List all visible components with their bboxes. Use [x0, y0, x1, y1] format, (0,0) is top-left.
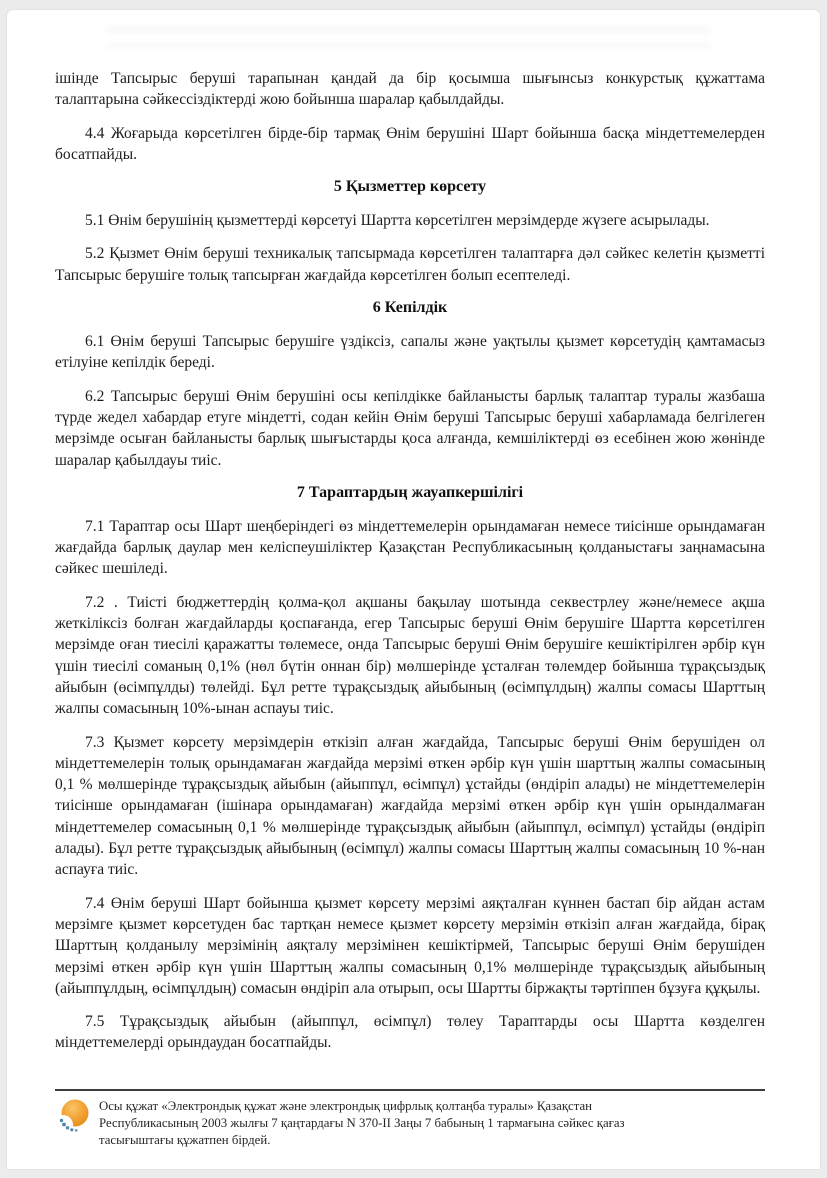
body-paragraph-7-3: 7.3 Қызмет көрсету мерзімдерін өткізіп алған жағдайда, Тапсырыс беруші Өнім берушіден ол міндеттемелерін толық орындамаған жағдайда мерзімі өткен әрбір күн үшін шарттың жалпы сомасының 0,1 % мөлшерінде тұрақсыздық айыбын (айыппұл, өсімпұл) ұстайды (өндіріп алады) не міндеттемелерін тиісінше орындамаған (ішінара орындамаған) жағдайда мерзімі өткен әрбір күн үшін орындалмаған міндеттемелер сомасының 0,1 % мөлшерінде тұрақсыздық айыбын (айыппұл, өсімпұл) ұстайды (өндіріп алады). Бұл ретте тұрақсыздық айыбының (өсімпұл) жалпы сомасы Шарттың жалпы сомасының 10 %-нан аспауға тиіс.: [55, 733, 765, 879]
section-heading-6: 6 Кепілдік: [372, 299, 448, 317]
section-heading-5: 5 Қызметтер көрсету: [333, 178, 487, 196]
contract-body: [55, 68, 765, 1054]
footer-row: [55, 1096, 765, 1149]
body-paragraph-6-2: 6.2 Тапсырыс беруші Өнім берушіні осы кепілдікке байланысты барлық талаптар туралы жазбаша түрде жедел хабардар етуге міндетті, содан кейін Өнім беруші Тапсырыс беруші хабарламада белгілеген мерзімде осыған байланысты барлық шығыстарды қоса алғанда, кемшіліктерді өз есебінен жою жөнінде шаралар қабылдауы тиіс.: [55, 387, 765, 469]
footer-divider: [55, 1089, 765, 1091]
body-paragraph-4-4: 4.4 Жоғарыда көрсетілген бірде-бір тармақ Өнім берушіні Шарт бойынша басқа міндеттемелерден босатпайды.: [55, 124, 765, 163]
body-paragraph-5-2: 5.2 Қызмет Өнім беруші техникалық тапсырмада көрсетілген талаптарға дәл сәйкес келетін қызметті Тапсырыс берушіге толық тапсырған жағдайда көрсетілген болып есептеледі.: [55, 245, 765, 284]
body-paragraph-5-1: 5.1 Өнім берушінің қызметтерді көрсетуі Шартта көрсетілген мерзімдерде жүзеге асырылады.: [85, 212, 710, 230]
body-paragraph-7-5: 7.5 Тұрақсыздық айыбын (айыппұл, өсімпұл) төлеу Тараптарды осы Шартта көзделген міндеттемелерді орындаудан босатпайды.: [55, 1013, 765, 1052]
body-paragraph-7-2: 7.2 . Тиісті бюджеттердің қолма-қол ақшаны бақылау шотында секвестрлеу және/немесе ақша жеткіліксіз болған жағдайларды қоспағанда, егер Тапсырыс беруші Өнім берушіге Шартта көрсетілген мерзімде оған тиесілі қаражатты төлемесе, онда Тапсырыс беруші Өнім берушіге кешіктірілген әрбір күн үшін тиесілі соманың 0,1% (нөл бүтін оннан бір) мөлшерінде ұсталған төлемдер бойынша тұрақсыздық айыбын (өсімпұлды) төлейді. Бұл ретте тұрақсыздық айыбының (өсімпұлдың) жалпы сомасы Шарттың жалпы сомасының 10%-ынан аспауы тиіс.: [55, 593, 765, 718]
body-paragraph-7-1: 7.1 Тараптар осы Шарт шеңберіндегі өз міндеттемелерін орындамаған немесе тиісінше орындамаған жағдайда барлық даулар мен келіспеушіліктер Қазақстан Республикасының қолданыстағы заңнамасына сәйкес шешіледі.: [55, 517, 765, 578]
scan-artifact: [107, 24, 710, 50]
digital-signature-stamp-icon: [57, 1098, 91, 1138]
section-heading-7: 7 Тараптардың жауапкершілігі: [296, 483, 524, 501]
footer-note: Осы құжат «Электрондық құжат және электрондық цифрлық қолтаңба туралы» Қазақстан Республикасының 2003 жылғы 7 қаңтардағы N 370-II Заңы 7 бабының 1 тармағына сәйкес қағаз тасығыштағы құжатпен бірдей.: [99, 1099, 625, 1147]
body-paragraph-6-1: 6.1 Өнім беруші Тапсырыс берушіге үздіксіз, сапалы және уақтылы қызмет көрсетудің қамтамасыз етілуіне кепілдік береді.: [55, 333, 765, 372]
body-paragraph-7-4: 7.4 Өнім беруші Шарт бойынша қызмет көрсету мерзімі аяқталған күннен бастап бір айдан астам мерзімге қызмет көрсетуден бас тартқан немесе қызмет көрсету мерзімін өткізіп алған жағдайда, бірақ Шарттың қолданылу мерзімінің аяқталу мерзімінен кешіктірмей, Тапсырыс беруші Өнім берушіден мерзімі өткен әрбір күн үшін Шарттың жалпы сомасының 0,1% мөлшерінде тұрақсыздық айыбының (айыппұлдың, өсімпұлдың) сомасын өндіріп ала отырып, осы Шартты біржақты тәртіппен бұзуға құқылы.: [55, 894, 765, 997]
document-page: [7, 10, 820, 1169]
signature-footer: [55, 1089, 765, 1149]
body-paragraph: ішінде Тапсырыс беруші тарапынан қандай да бір қосымша шығынсыз конкурстық құжаттама талаптарына сәйкессіздіктерді жою бойынша шаралар қабылдайды.: [55, 70, 765, 109]
